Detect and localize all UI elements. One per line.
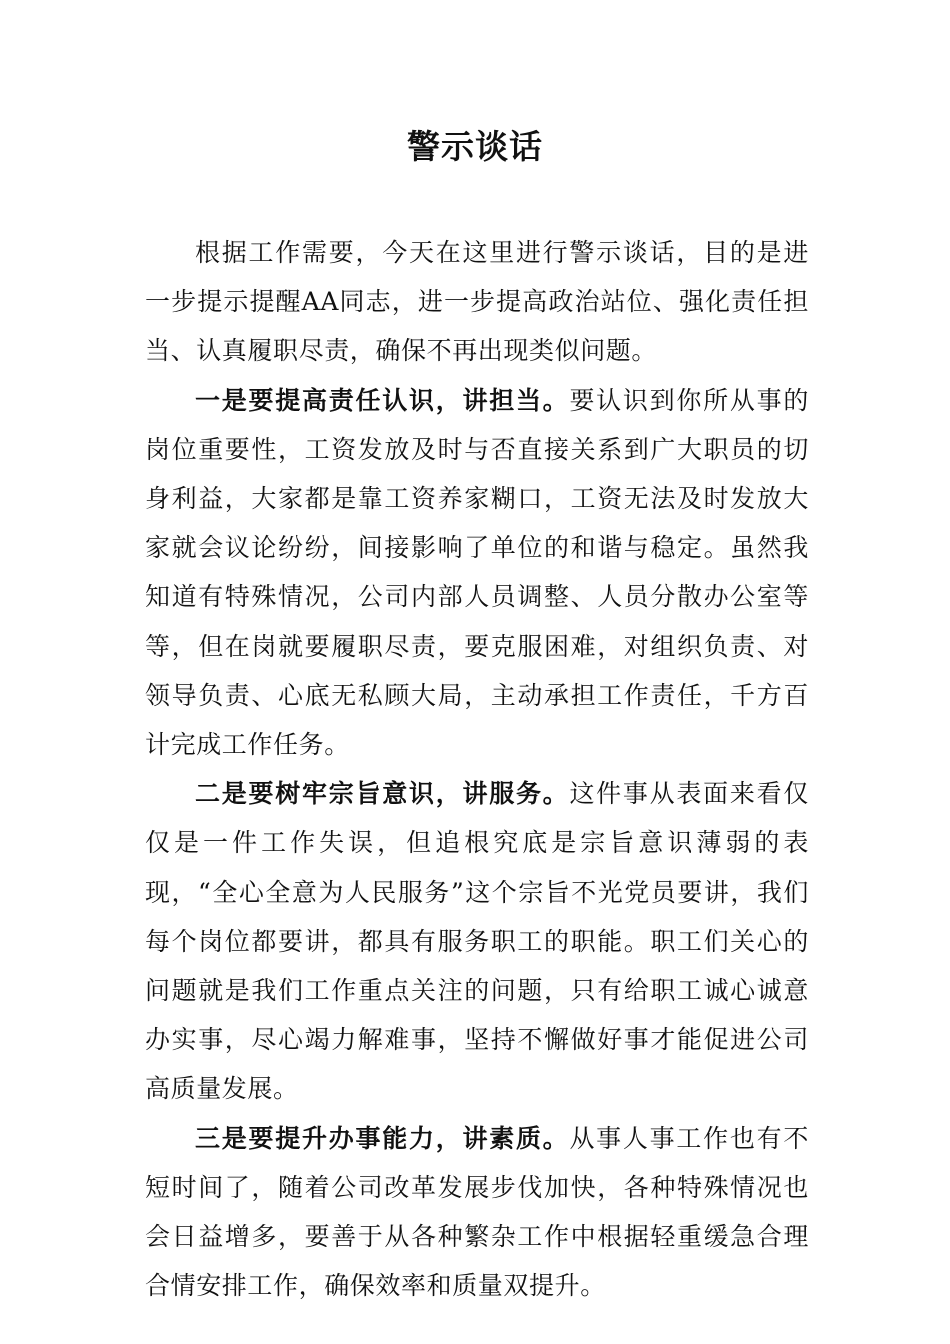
paragraph-text: 从事人事工作也有不短时间了，随着公司改革发展步伐加快，各种特殊情况也会日益增多，要善于从各种繁杂工作中根据轻重缓急合理合情安排工作，确保效率和质量双提升。 [145,1123,809,1301]
paragraph-lead: 一是要提高责任认识，讲担当。 [195,385,570,415]
document-title: 警示谈话 [407,127,543,166]
paragraph-point-1 [145,376,809,770]
paragraph-point-3 [145,1114,809,1311]
document-body [145,228,809,1310]
paragraph-intro [145,228,809,376]
paragraph-text: 要认识到你所从事的岗位重要性，工资发放及时与否直接关系到广大职员的切身利益，大家都是靠工资养家糊口，工资无法及时发放大家就会议论纷纷，间接影响了单位的和谐与稳定。虽然我知道有特殊情况，公司内部人员调整、人员分散办公室等等，但在岗就要履职尽责，要克服困难，对组织负责、对领导负责、心底无私顾大局，主动承担工作责任，千方百计完成工作任务。 [145,385,809,760]
paragraph-text: 这件事从表面来看仅仅是一件工作失误，但追根究底是宗旨意识薄弱的表现，“全心全意为人民服务”这个宗旨不光党员要讲，我们每个岗位都要讲，都具有服务职工的职能。职工们关心的问题就是我们工作重点关注的问题，只有给职工诚心诚意办实事，尽心竭力解难事，坚持不懈做好事才能促进公司高质量发展。 [145,779,809,1104]
paragraph-point-2 [145,769,809,1113]
paragraph-lead: 三是要提升办事能力，讲素质。 [195,1123,570,1153]
paragraph-lead: 二是要树牢宗旨意识，讲服务。 [195,779,570,809]
paragraph-text: 根据工作需要，今天在这里进行警示谈话，目的是进一步提示提醒AA同志，进一步提高政治站位、强化责任担当、认真履职尽责，确保不再出现类似问题。 [145,238,809,366]
